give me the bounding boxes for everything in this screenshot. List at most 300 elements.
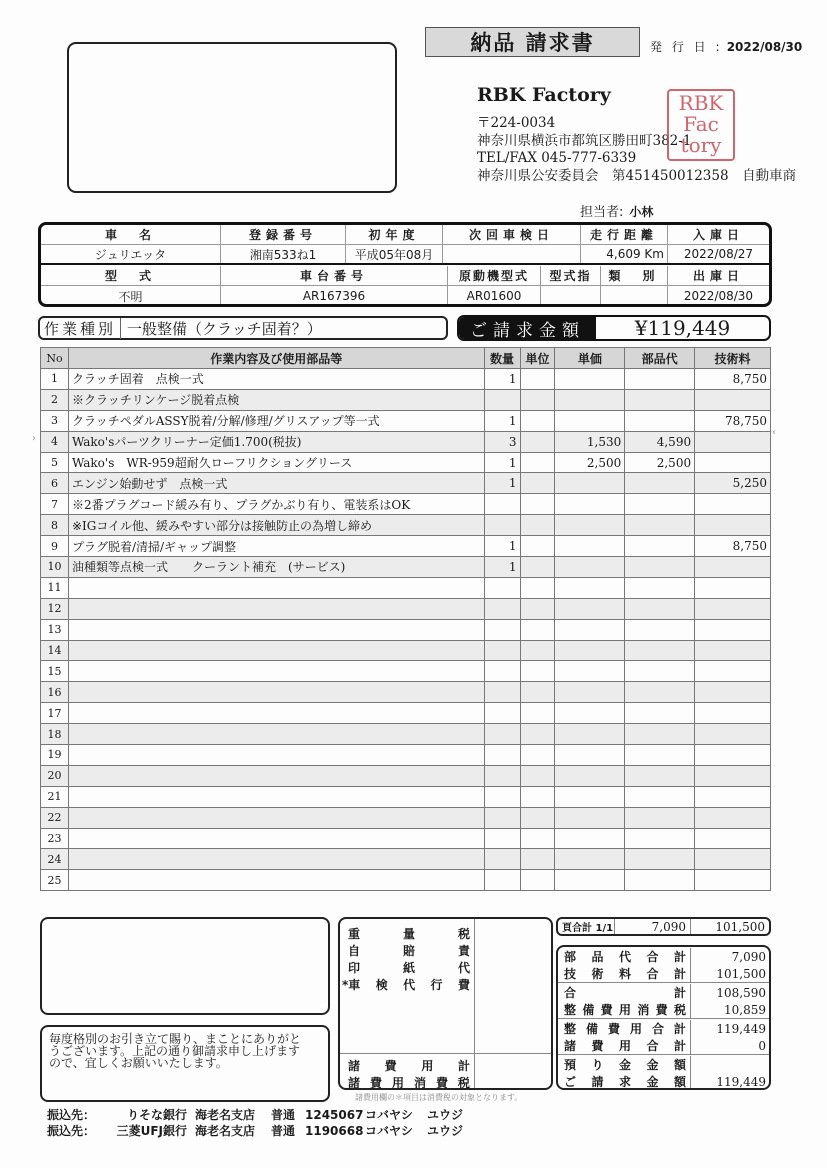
item-no: 20 <box>41 765 69 786</box>
summary-label <box>558 1037 691 1054</box>
label-char: 責 <box>457 944 470 958</box>
billing-total-label: ご請求金額 <box>459 317 596 339</box>
item-row <box>41 431 771 452</box>
item-no: 2 <box>41 389 69 410</box>
item-description: クラッチ固着 点検一式 <box>68 369 484 390</box>
item-description <box>68 765 484 786</box>
stamp-line: Fac <box>683 112 719 136</box>
bank-branch: 海老名支店 <box>195 1108 256 1122</box>
col-header-no: No <box>41 348 69 369</box>
item-unit-price <box>555 577 625 598</box>
summary-line <box>558 1056 769 1073</box>
item-quantity <box>484 661 520 682</box>
item-row <box>41 682 771 703</box>
item-quantity <box>484 849 520 870</box>
item-unit-price: 1,530 <box>555 431 625 452</box>
item-description <box>68 661 484 682</box>
label-char: 料 <box>618 967 631 981</box>
summary-label <box>558 965 691 982</box>
mileage: 4,609 Km <box>581 245 668 263</box>
label-char: 費 <box>600 1003 613 1017</box>
stamp-line: tory <box>680 133 722 157</box>
item-description <box>68 577 484 598</box>
staff-name: 小林 <box>629 205 654 219</box>
first-registration: 平成05年08月 <box>346 245 443 263</box>
summary-group <box>558 983 769 1019</box>
summary-label <box>558 1020 691 1037</box>
item-parts-cost <box>625 577 695 598</box>
item-labor-cost: 8,750 <box>695 536 771 557</box>
vehicle-header-row-2 <box>41 266 769 286</box>
item-labor-cost <box>695 557 771 578</box>
thanks-line: うございます。上記の通り御請求申し上げます <box>49 1044 301 1058</box>
item-description <box>68 849 484 870</box>
item-no: 8 <box>41 515 69 536</box>
account-holder-first: ユウジ <box>427 1124 464 1138</box>
item-unit <box>520 786 555 807</box>
item-unit-price <box>555 473 625 494</box>
items-header-row <box>41 348 771 369</box>
item-parts-cost: 2,500 <box>625 452 695 473</box>
item-labor-cost <box>695 849 771 870</box>
item-parts-cost: 4,590 <box>625 431 695 452</box>
label-char: 費 <box>384 1059 397 1073</box>
bank-account-row <box>47 1123 463 1139</box>
item-parts-cost <box>625 786 695 807</box>
label-char: 求 <box>618 1075 631 1089</box>
item-no: 1 <box>41 369 69 390</box>
item-description <box>68 870 484 891</box>
account-type: 普通 <box>271 1124 296 1138</box>
label-char: 自 <box>348 944 361 958</box>
summary-line <box>558 948 769 965</box>
item-labor-cost <box>695 431 771 452</box>
item-parts-cost <box>625 870 695 891</box>
item-description: クラッチペダルASSY脱着/分解/修理/グリスアップ等一式 <box>68 410 484 431</box>
item-unit <box>520 724 555 745</box>
item-unit-price <box>555 389 625 410</box>
label-char: 合 <box>651 1022 664 1036</box>
vehicle-header: 登録番号 <box>221 225 346 244</box>
vehicle-header: 出庫日 <box>692 269 744 283</box>
item-unit-price <box>555 536 625 557</box>
misc-fees-divider <box>340 1053 551 1054</box>
item-no: 14 <box>41 640 69 661</box>
recipient-address-box <box>67 42 397 193</box>
item-unit <box>520 828 555 849</box>
item-quantity <box>484 640 520 661</box>
item-parts-cost <box>625 849 695 870</box>
item-unit-price <box>555 410 625 431</box>
item-unit <box>520 661 555 682</box>
item-labor-cost <box>695 389 771 410</box>
page-total-parts: 7,090 <box>615 919 691 934</box>
item-no: 23 <box>41 828 69 849</box>
registration-number: 湘南533ね1 <box>221 245 346 263</box>
label-char: 合 <box>646 950 659 964</box>
item-labor-cost <box>695 515 771 536</box>
label-char: 量 <box>402 927 415 941</box>
item-labor-cost <box>695 661 771 682</box>
item-description: Wako'sパーツクリーナー定価1.700(税抜) <box>68 431 484 452</box>
item-description: プラグ脱着/清掃/ギャップ調整 <box>68 536 484 557</box>
item-unit-price <box>555 619 625 640</box>
item-description <box>68 619 484 640</box>
summary-group <box>558 1019 769 1055</box>
item-no: 12 <box>41 598 69 619</box>
item-quantity <box>484 870 520 891</box>
label-char: 費 <box>655 1003 668 1017</box>
item-quantity: 1 <box>484 473 520 494</box>
item-no: 4 <box>41 431 69 452</box>
item-quantity: 1 <box>484 536 520 557</box>
label-char: *車 <box>342 978 361 992</box>
label-char: 税 <box>457 927 470 941</box>
item-unit <box>520 849 555 870</box>
item-description: ※クラッチリンケージ脱着点検 <box>68 389 484 410</box>
item-labor-cost <box>695 786 771 807</box>
item-quantity <box>484 724 520 745</box>
label-char: 備 <box>585 1022 598 1036</box>
item-unit <box>520 765 555 786</box>
item-description: ※IGコイル他、緩みやすい部分は接触防止の為増し締め <box>68 515 484 536</box>
item-no: 19 <box>41 745 69 766</box>
label-char: 費 <box>607 1022 620 1036</box>
item-parts-cost <box>625 598 695 619</box>
item-quantity <box>484 494 520 515</box>
item-unit-price <box>555 807 625 828</box>
account-holder-last: コバヤシ <box>365 1124 413 1138</box>
work-type-box <box>38 316 448 340</box>
item-unit <box>520 682 555 703</box>
label-char: 費 <box>435 1076 448 1090</box>
misc-fee-item <box>348 925 470 942</box>
label-char: 税 <box>457 1076 470 1090</box>
issue-date-label: 発 行 日 : <box>650 40 723 54</box>
summary-value: 119,449 <box>716 1021 766 1036</box>
label-char: 印 <box>348 961 361 975</box>
item-row <box>41 724 771 745</box>
work-items-table <box>40 347 771 891</box>
item-unit-price <box>555 557 625 578</box>
item-parts-cost <box>625 369 695 390</box>
item-row <box>41 849 771 870</box>
engine-model: AR01600 <box>448 286 541 306</box>
summary-group <box>558 947 769 983</box>
label-char: 金 <box>646 1075 659 1089</box>
label-char: 用 <box>618 1003 631 1017</box>
label-char: 代 <box>403 978 416 992</box>
label-char: 諸 <box>564 1039 577 1053</box>
bank-branch: 海老名支店 <box>195 1124 256 1138</box>
vehicle-header: 車台番号 <box>221 266 448 285</box>
label-char: 紙 <box>402 961 415 975</box>
item-unit <box>520 557 555 578</box>
item-no: 25 <box>41 870 69 891</box>
work-type-value: 一般整備（クラッチ固着？） <box>127 319 322 338</box>
item-no: 7 <box>41 494 69 515</box>
item-no: 21 <box>41 786 69 807</box>
item-unit <box>520 870 555 891</box>
label-char: 合 <box>646 967 659 981</box>
item-labor-cost <box>695 828 771 849</box>
label-char: 賠 <box>402 944 415 958</box>
thanks-line: ので、宜しくお願いいたします。 <box>49 1056 228 1070</box>
label-char: り <box>591 1058 604 1072</box>
item-parts-cost <box>625 703 695 724</box>
account-holder-first: ユウジ <box>427 1108 464 1122</box>
item-parts-cost <box>625 640 695 661</box>
bank-account-row <box>47 1107 463 1123</box>
item-labor-cost <box>695 619 771 640</box>
label-char: 整 <box>564 1022 577 1036</box>
label-char: 額 <box>673 1058 686 1072</box>
item-row <box>41 473 771 494</box>
billing-total-value: ¥119,449 <box>634 316 731 340</box>
item-unit <box>520 410 555 431</box>
account-number: 1245067 <box>305 1108 364 1122</box>
company-seal-stamp <box>667 89 735 161</box>
item-description <box>68 828 484 849</box>
account-holder-last: コバヤシ <box>365 1108 413 1122</box>
item-description <box>68 786 484 807</box>
col-header-quantity: 数量 <box>484 348 520 369</box>
summary-label <box>558 1001 691 1018</box>
category <box>601 286 668 306</box>
item-labor-cost: 8,750 <box>695 369 771 390</box>
item-row <box>41 410 771 431</box>
item-row <box>41 828 771 849</box>
label-char: 術 <box>591 967 604 981</box>
company-address: 神奈川県横浜市都筑区勝田町382-1 <box>477 132 692 149</box>
item-parts-cost <box>625 619 695 640</box>
item-parts-cost <box>625 473 695 494</box>
issue-date-value: 2022/08/30 <box>726 40 803 54</box>
chassis-number: AR167396 <box>221 286 448 306</box>
vehicle-info-table <box>38 222 772 307</box>
item-parts-cost <box>625 745 695 766</box>
col-header-parts-cost: 部品代 <box>625 348 695 369</box>
item-unit <box>520 745 555 766</box>
item-quantity <box>484 828 520 849</box>
item-row <box>41 807 771 828</box>
vehicle-header: 初年度 <box>346 225 443 244</box>
label-char: 行 <box>430 978 443 992</box>
label-char: 計 <box>673 1022 686 1036</box>
label-char: 代 <box>457 961 470 975</box>
item-labor-cost <box>695 452 771 473</box>
summary-line <box>558 984 769 1001</box>
item-parts-cost <box>625 765 695 786</box>
item-quantity: 1 <box>484 410 520 431</box>
misc-fees-note: 諸費用欄の＊項目は消費税の対象となります。 <box>355 1093 523 1102</box>
item-unit <box>520 389 555 410</box>
vehicle-header: 入庫日 <box>692 228 744 242</box>
item-no: 16 <box>41 682 69 703</box>
item-parts-cost <box>625 494 695 515</box>
item-no: 13 <box>41 619 69 640</box>
label-char: 部 <box>564 950 577 964</box>
item-labor-cost: 78,750 <box>695 410 771 431</box>
item-quantity: 1 <box>484 369 520 390</box>
summary-group <box>558 1055 769 1090</box>
item-description <box>68 598 484 619</box>
item-unit <box>520 494 555 515</box>
summary-line <box>558 1020 769 1037</box>
bank-name: 三菱UFJ銀行 <box>116 1124 187 1138</box>
item-description: 油種類等点検一式 クーラント補充 (サービス) <box>68 557 484 578</box>
col-header-unit-price: 単価 <box>555 348 625 369</box>
label-char: 消 <box>413 1076 426 1090</box>
item-description <box>68 745 484 766</box>
summary-line <box>558 965 769 982</box>
misc-fee-item <box>342 976 470 993</box>
item-description <box>68 703 484 724</box>
item-description <box>68 724 484 745</box>
label-char: 請 <box>591 1075 604 1089</box>
col-header-labor-cost: 技術料 <box>695 348 771 369</box>
vehicle-header: 次回車検日 <box>443 225 581 244</box>
vehicle-value-row-1 <box>41 245 769 265</box>
item-row <box>41 745 771 766</box>
misc-fee-item <box>348 942 470 959</box>
vehicle-header: 類 別 <box>601 266 668 285</box>
item-labor-cost <box>695 724 771 745</box>
item-parts-cost <box>625 389 695 410</box>
label-char: 用 <box>421 1059 434 1073</box>
item-row <box>41 536 771 557</box>
item-description <box>68 640 484 661</box>
item-quantity <box>484 745 520 766</box>
label-char: 諸 <box>348 1076 361 1090</box>
item-row <box>41 452 771 473</box>
item-quantity: 1 <box>484 452 520 473</box>
billing-total-box <box>457 315 771 341</box>
label-char: 合 <box>564 986 577 1000</box>
vehicle-header: 原動機型式 <box>448 266 541 285</box>
item-quantity: 1 <box>484 557 520 578</box>
item-row <box>41 640 771 661</box>
item-no: 9 <box>41 536 69 557</box>
summary-label <box>558 1056 691 1073</box>
item-unit-price <box>555 494 625 515</box>
label-char: 計 <box>457 1059 470 1073</box>
label-char: 費 <box>591 1039 604 1053</box>
bank-label: 振込先： <box>47 1108 96 1122</box>
item-parts-cost <box>625 410 695 431</box>
item-labor-cost <box>695 682 771 703</box>
item-row <box>41 786 771 807</box>
vehicle-header: 走行距離 <box>581 225 668 244</box>
item-labor-cost <box>695 703 771 724</box>
item-quantity <box>484 682 520 703</box>
item-unit <box>520 703 555 724</box>
items-body <box>41 369 771 891</box>
label-char: 用 <box>391 1076 404 1090</box>
summary-line <box>558 1073 769 1090</box>
item-parts-cost <box>625 557 695 578</box>
summary-label <box>558 1073 691 1090</box>
item-unit <box>520 577 555 598</box>
summary-value <box>691 1056 769 1073</box>
staff-in-charge <box>580 201 653 220</box>
item-no: 5 <box>41 452 69 473</box>
item-quantity <box>484 703 520 724</box>
label-char: 用 <box>629 1022 642 1036</box>
item-no: 6 <box>41 473 69 494</box>
summary-value: 108,590 <box>716 985 766 1000</box>
item-unit <box>520 452 555 473</box>
label-char: 金 <box>618 1058 631 1072</box>
summary-value: 101,500 <box>716 966 766 981</box>
issue-date <box>650 38 802 55</box>
item-quantity <box>484 619 520 640</box>
item-labor-cost <box>695 598 771 619</box>
item-unit-price <box>555 828 625 849</box>
scan-mark-right: ‹ <box>772 427 776 438</box>
vehicle-name: ジュリエッタ <box>41 245 221 263</box>
item-unit <box>520 431 555 452</box>
vehicle-header: 型 式 <box>41 266 221 285</box>
item-unit <box>520 369 555 390</box>
bank-name: りそな銀行 <box>126 1108 187 1122</box>
summary-label <box>558 984 691 1001</box>
item-labor-cost <box>695 765 771 786</box>
company-details <box>477 112 797 185</box>
item-unit-price <box>555 682 625 703</box>
item-quantity <box>484 577 520 598</box>
thanks-line: 毎度格別のお引き立て賜り、まことにありがと <box>49 1032 302 1046</box>
label-char: 費 <box>457 978 470 992</box>
item-row <box>41 765 771 786</box>
item-labor-cost <box>695 870 771 891</box>
item-unit-price <box>555 369 625 390</box>
item-parts-cost <box>625 536 695 557</box>
item-parts-cost <box>625 661 695 682</box>
item-no: 24 <box>41 849 69 870</box>
bank-accounts <box>47 1107 463 1139</box>
item-quantity: 3 <box>484 431 520 452</box>
work-type-label: 作業種別 <box>40 318 121 339</box>
item-no: 15 <box>41 661 69 682</box>
company-postal: 〒224-0034 <box>477 115 556 131</box>
item-row <box>41 703 771 724</box>
item-no: 18 <box>41 724 69 745</box>
item-quantity <box>484 598 520 619</box>
item-labor-cost <box>695 640 771 661</box>
page-total-box <box>556 917 771 936</box>
summary-value: 10,859 <box>724 1002 766 1017</box>
item-quantity <box>484 765 520 786</box>
label-char: 計 <box>673 1039 686 1053</box>
item-unit <box>520 598 555 619</box>
label-char: 計 <box>673 950 686 964</box>
label-char: 重 <box>348 927 361 941</box>
company-license: 神奈川県公安委員会 第451450012358 自動車商 <box>477 167 797 184</box>
label-char: 諸 <box>348 1059 361 1073</box>
label-char: 計 <box>673 986 686 1000</box>
item-quantity <box>484 389 520 410</box>
item-unit <box>520 619 555 640</box>
label-char: 整 <box>564 1003 577 1017</box>
misc-fee-total <box>348 1074 470 1090</box>
page-total-labor: 101,500 <box>715 919 765 934</box>
item-row <box>41 577 771 598</box>
item-row <box>41 389 771 410</box>
item-no: 22 <box>41 807 69 828</box>
summary-value: 119,449 <box>716 1074 766 1089</box>
item-description <box>68 807 484 828</box>
